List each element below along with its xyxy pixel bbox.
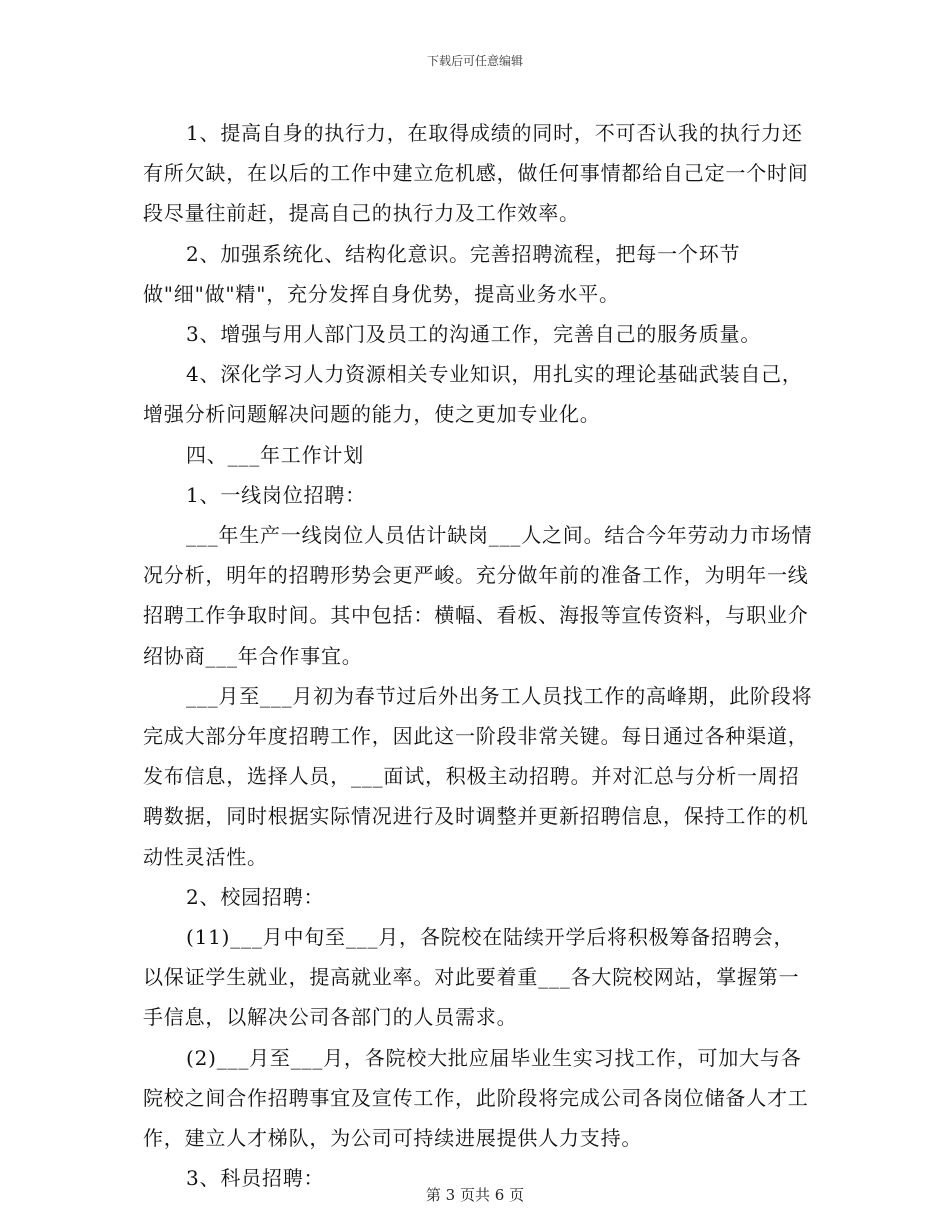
subheading-campus-recruitment: 2、校园招聘： (186, 884, 325, 909)
paragraph-communication: 3、增强与用人部门及员工的沟通工作，完善自己的服务质量。 (186, 322, 762, 347)
document-body (143, 113, 815, 1198)
page-number: 第 3 页共 6 页 (425, 1186, 525, 1204)
subheading-frontline-recruitment: 1、一线岗位招聘： (186, 482, 366, 507)
paragraph-campus-item-1: (11)___月中旬至___月，各院校在陆续开学后将积极筹备招聘会，以保证学生就业，提高就业率。对此要着重___各大院校网站，掌握第一手信息，以解决公司各部门的人员需求。 (143, 925, 800, 1030)
paragraph-peak-period: ___月至___月初为春节过后外出务工人员找工作的高峰期，此阶段将完成大部分年度招聘工作，因此这一阶段非常关键。每日通过各种渠道，发布信息，选择人员，___面试，积极主动招聘。并对汇总与分析一周招聘数据，同时根据实际情况进行及时调整并更新招聘信息，保持工作的机动性灵活性。 (143, 683, 813, 869)
paragraph-professional-study: 4、深化学习人力资源相关专业知识，用扎实的理论基础武装自己，增强分析问题解决问题的能力，使之更加专业化。 (143, 362, 803, 427)
paragraph-execution: 1、提高自身的执行力，在取得成绩的同时，不可否认我的执行力还有所欠缺，在以后的工作中建立危机感，做任何事情都给自己定一个时间段尽量往前赶，提高自己的执行力及工作效率。 (143, 121, 809, 226)
paragraph-frontline-shortage: ___年生产一线岗位人员估计缺岗___人之间。结合今年劳动力市场情况分析，明年的招聘形势会更严峻。充分做年前的准备工作，为明年一线招聘工作争取时间。其中包括：横幅、看板、海报等宣传资料，与职业介绍协商___年合作事宜。 (143, 523, 813, 668)
section-heading-work-plan: 四、___年工作计划 (186, 442, 364, 467)
paragraph-campus-item-2: (2)___月至___月，各院校大批应届毕业生实习找工作，可加大与各院校之间合作招聘事宜及宣传工作，此阶段将完成公司各岗位储备人才工作，建立人才梯队，为公司可持续进展提供人力支持。 (143, 1045, 809, 1151)
subheading-staff-recruitment: 3、科员招聘： (186, 1166, 325, 1191)
paragraph-systematization: 2、加强系统化、结构化意识。完善招聘流程，把每一个环节做"细"做"精"，充分发挥自身优势，提高业务水平。 (143, 241, 741, 306)
page-header: 下载后可任意编辑 (426, 54, 523, 68)
